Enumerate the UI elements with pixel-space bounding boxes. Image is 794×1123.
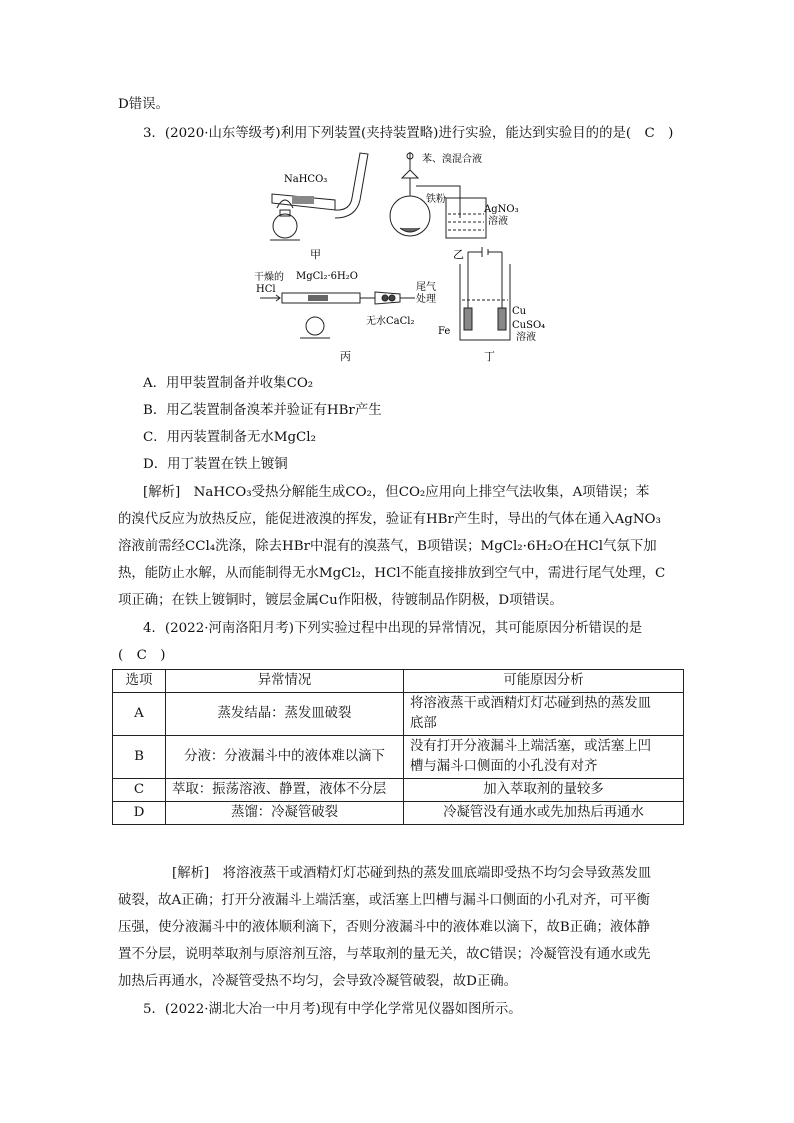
- option-d: D．用丁装置在铁上镀铜: [143, 457, 288, 472]
- bing-tail-label-2: 处理: [416, 294, 436, 305]
- analysis-line: 破裂，故A正确；打开分液漏斗上端活塞，或活塞上凹槽与漏斗口侧面的小孔对齐，可平衡: [118, 893, 650, 908]
- table-cell-reason: [404, 736, 684, 779]
- table-header: 可能原因分析: [404, 670, 684, 693]
- table-header: 异常情况: [166, 670, 404, 693]
- table-row: [113, 802, 684, 825]
- table-row: [113, 693, 684, 736]
- apparatus-bing: [260, 292, 415, 338]
- yi-solution-label: 溶液: [488, 216, 508, 227]
- anomaly-table: [112, 669, 684, 825]
- bing-dry-label: 干燥的: [254, 272, 284, 283]
- question-4-answer: ( C ): [118, 648, 166, 663]
- apparatus-figure: [240, 148, 560, 370]
- bing-mgcl2-label: MgCl₂·6H₂O: [296, 271, 358, 282]
- bing-caption: 丙: [340, 350, 351, 363]
- bing-hcl-label: HCl: [256, 284, 276, 295]
- yi-agno3-label: AgNO₃: [484, 204, 519, 215]
- ding-solution-label: 溶液: [516, 332, 536, 343]
- jia-caption: 甲: [310, 248, 321, 261]
- analysis-line: 压强，使分液漏斗中的液体顺利滴下，否则分液漏斗中的液体难以滴下，故B正确；液体静: [118, 920, 651, 935]
- table-cell-option: C: [113, 779, 166, 802]
- table-cell-case: 分液：分液漏斗中的液体难以滴下: [166, 736, 404, 779]
- bing-tail-label-1: 尾气: [416, 282, 436, 293]
- apparatus-ding: [460, 247, 510, 340]
- jia-nahco3-label: NaHCO₃: [284, 174, 328, 185]
- table-cell-option: B: [113, 736, 166, 779]
- question-4: 4．(2022·河南洛阳月考)下列实验过程中出现的异常情况，其可能原因分析错误的是: [143, 621, 643, 636]
- yi-iron-label: 铁粉: [426, 194, 446, 205]
- table-cell-option: A: [113, 693, 166, 736]
- reason-line: 底部: [410, 716, 437, 731]
- table-header-row: [113, 670, 684, 693]
- option-c: C．用丙装置制备无水MgCl₂: [143, 430, 316, 445]
- table-cell-reason: [404, 693, 684, 736]
- reason-line: 槽与漏斗口侧面的小孔没有对齐: [410, 759, 598, 774]
- question-5: 5．(2022·湖北大冶一中月考)现有中学化学常见仪器如图所示。: [143, 1002, 522, 1017]
- analysis-line: 的溴代反应为放热反应，能促进液溴的挥发，验证有HBr产生时，导出的气体在通入AgNO₃: [118, 512, 661, 527]
- table-cell-reason: 加入萃取剂的量较多: [404, 779, 684, 802]
- reason-line: 将溶液蒸干或酒精灯灯芯碰到热的蒸发皿: [410, 696, 652, 711]
- analysis-line: 溶液前需经CCl₄洗涤，除去HBr中混有的溴蒸气，B项错误；MgCl₂·6H₂O在HCl气氛下加: [118, 539, 657, 554]
- analysis-line: 热，能防止水解，从而能制得无水MgCl₂，HCl不能直接排放到空气中，需进行尾气处理，C: [118, 566, 666, 581]
- table-cell-case: 蒸发结晶：蒸发皿破裂: [166, 693, 404, 736]
- ding-cu-label: Cu: [512, 306, 527, 317]
- analysis-line: [解析] NaHCO₃受热分解能生成CO₂，但CO₂应用向上排空气法收集，A项错误；苯: [143, 485, 650, 500]
- ding-cuso4-label: CuSO₄: [512, 320, 546, 331]
- table-cell-case: 蒸馏：冷凝管破裂: [166, 802, 404, 825]
- analysis-line: 加热后再通水，冷凝管受热不均匀，会导致冷凝管破裂，故D正确。: [118, 974, 518, 989]
- option-b: B．用乙装置制备溴苯并验证有HBr产生: [143, 403, 382, 418]
- analysis-line: 置不分层，说明萃取剂与原溶剂互溶，与萃取剂的量无关，故C错误；冷凝管没有通水或先: [118, 947, 651, 962]
- analysis-line: 项正确；在铁上镀铜时，镀层金属Cu作阳极，待镀制品作阴极，D项错误。: [118, 593, 563, 608]
- table-row: [113, 779, 684, 802]
- question-3: 3．(2020·山东等级考)利用下列装置(夹持装置略)进行实验，能达到实验目的的是( C ): [143, 126, 674, 141]
- bing-cacl2-label: 无水CaCl₂: [366, 316, 415, 327]
- yi-mix-label: 苯、溴混合液: [422, 154, 482, 165]
- table-header: 选项: [113, 670, 166, 693]
- text-line: D错误。: [118, 97, 169, 112]
- apparatus-jia: [270, 153, 368, 240]
- ding-caption: 丁: [484, 350, 495, 363]
- table-cell-case: 萃取：振荡溶液、静置，液体不分层: [166, 779, 404, 802]
- option-a: A．用甲装置制备并收集CO₂: [143, 376, 314, 391]
- table-row: [113, 736, 684, 779]
- analysis-line: [解析] 将溶液蒸干或酒精灯灯芯碰到热的蒸发皿底端即受热不均匀会导致蒸发皿: [172, 866, 652, 881]
- yi-caption: 乙: [453, 248, 464, 261]
- table-cell-reason: 冷凝管没有通水或先加热后再通水: [404, 802, 684, 825]
- reason-line: 没有打开分液漏斗上端活塞，或活塞上凹: [410, 739, 652, 754]
- table-cell-option: D: [113, 802, 166, 825]
- ding-fe-label: Fe: [438, 326, 451, 337]
